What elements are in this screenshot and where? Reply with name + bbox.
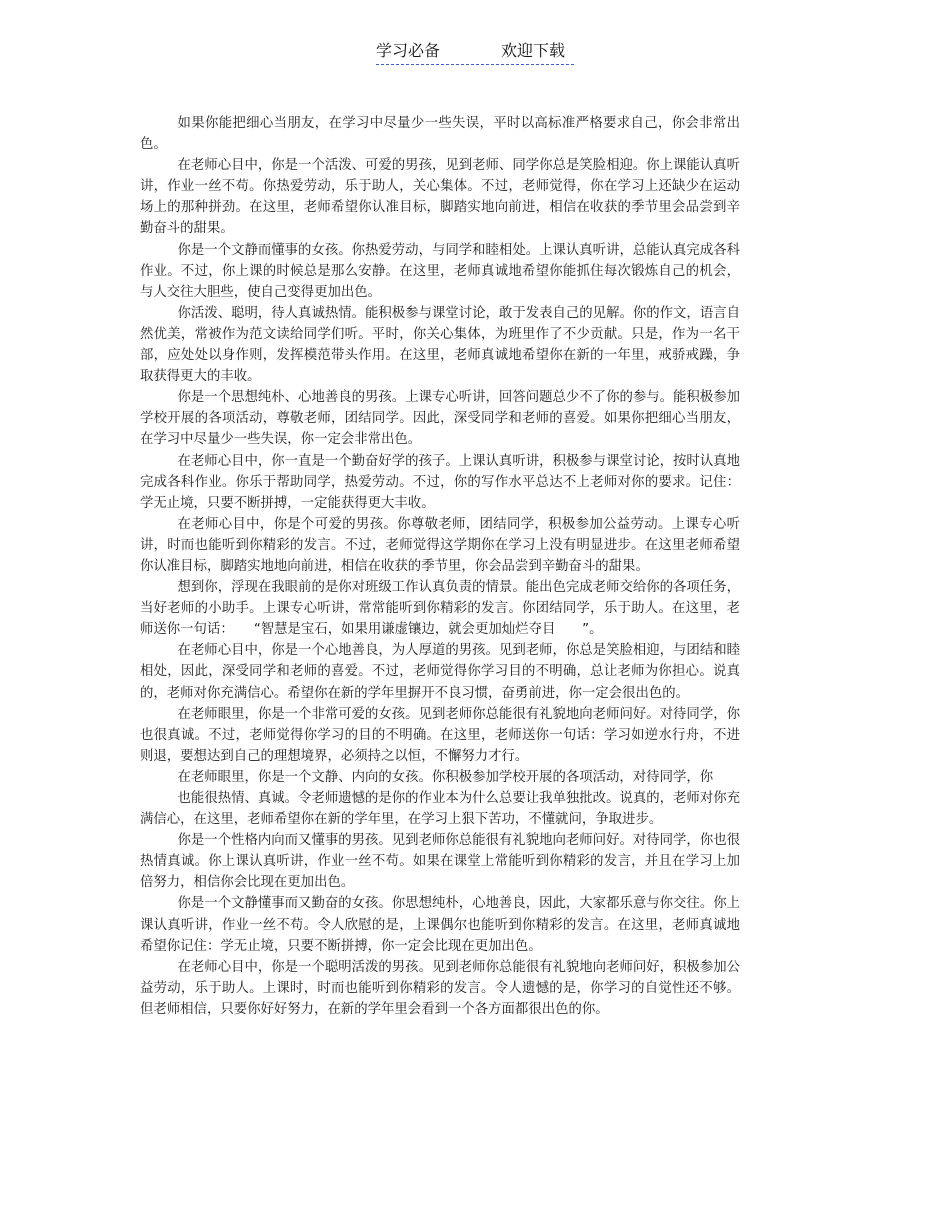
paragraph: 你是一个文静而懂事的女孩。你热爱劳动，与同学和睦相处。上课认真听讲，总能认真完成各科作业。不过，你上课的时候总是那么安静。在这里，老师真诚地希望你能抓住每次锻炼自己的机会，与人交往大胆些，使自己变得更加出色。 bbox=[140, 242, 740, 300]
paragraph: 你活泼、聪明，待人真诚热情。能积极参与课堂讨论，敢于发表自己的见解。你的作文，语言自然优美，常被作为范文读给同学们听。平时，你关心集体，为班里作了不少贡献。只是，作为一名干部，应处处以身作则，发挥模范带头作用。在这里，老师真诚地希望你在新的一年里，戒骄戒躁，争取获得更大的丰收。 bbox=[140, 305, 740, 385]
paragraph: 在老师心目中，你一直是一个勤奋好学的孩子。上课认真听讲，积极参与课堂讨论，按时认真地完成各科作业。你乐于帮助同学，热爱劳动。不过，你的写作水平总达不上老师对你的要求。记住：学无止境，只要不断拼搏，一定能获得更大丰收。 bbox=[140, 453, 740, 511]
header-left-text: 学习必备 bbox=[376, 41, 441, 60]
header-right-text: 欢迎下载 bbox=[501, 41, 566, 60]
page-header bbox=[376, 40, 574, 65]
paragraph: 你是一个文静懂事而又勤奋的女孩。你思想纯朴，心地善良，因此，大家都乐意与你交往。你上课认真听讲，作业一丝不苟。令人欣慰的是，上课偶尔也能听到你精彩的发言。在这里，老师真诚地希望你记住：学无止境，只要不断拼搏，你一定会比现在更加出色。 bbox=[140, 896, 740, 954]
paragraph: 在老师心目中，你是一个心地善良，为人厚道的男孩。见到老师，你总是笑脸相迎，与团结和睦相处，因此，深受同学和老师的喜爱。不过，老师觉得你学习目的不明确，总让老师为你担心。说真的，老师对你充满信心。希望你在新的学年里摒开不良习惯，奋勇前进，你一定会很出色的。 bbox=[140, 643, 740, 701]
paragraph: 你是一个思想纯朴、心地善良的男孩。上课专心听讲，回答问题总少不了你的参与。能积极参加学校开展的各项活动，尊敬老师，团结同学。因此，深受同学和老师的喜爱。如果你把细心当朋友，在学习中尽量少一些失误，你一定会非常出色。 bbox=[140, 390, 740, 448]
paragraph: 想到你，浮现在我眼前的是你对班级工作认真负责的情景。能出色完成老师交给你的各项任务，当好老师的小助手。上课专心听讲，常常能听到你精彩的发言。你团结同学，乐于助人。在这里，老师送你一句话： “智慧是宝石，如果用谦虚镶边，就会更加灿烂夺目 ”。 bbox=[140, 580, 740, 638]
paragraph: 在老师心目中，你是一个活泼、可爱的男孩，见到老师、同学你总是笑脸相迎。你上课能认真听讲，作业一丝不苟。你热爱劳动，乐于助人，关心集体。不过，老师觉得，你在学习上还缺少在运动场上的那种拼劲。在这里，老师希望你认准目标，脚踏实地向前进，相信在收获的季节里会品尝到辛勤奋斗的甜果。 bbox=[140, 158, 740, 237]
paragraph: 如果你能把细心当朋友，在学习中尽量少一些失误，平时以高标准严格要求自己，你会非常出色。 bbox=[140, 116, 740, 153]
document-body bbox=[140, 113, 740, 1020]
paragraph: 在老师心目中，你是一个聪明活泼的男孩。见到老师你总能很有礼貌地向老师问好，积极参加公益劳动，乐于助人。上课时，时而也能听到你精彩的发言。令人遗憾的是，你学习的自觉性还不够。但老师相信，只要你好好努力，在新的学年里会看到一个各方面都很出色的你。 bbox=[140, 959, 740, 1017]
paragraph: 也能很热情、真诚。令老师遗憾的是你的作业本为什么总要让我单独批改。说真的，老师对你充满信心，在这里，老师希望你在新的学年里，在学习上狠下苦功，不懂就问，争取进步。 bbox=[140, 791, 740, 828]
paragraph: 在老师眼里，你是一个文静、内向的女孩。你积极参加学校开展的各项活动，对待同学，你 bbox=[177, 769, 714, 785]
paragraph: 你是一个性格内向而又懂事的男孩。见到老师你总能很有礼貌地向老师问好。对待同学，你也很热情真诚。你上课认真听讲，作业一丝不苟。如果在课堂上常能听到你精彩的发言，并且在学习上加倍努力，相信你会比现在更加出色。 bbox=[140, 833, 740, 891]
paragraph: 在老师眼里，你是一个非常可爱的女孩。见到老师你总能很有礼貌地向老师问好。对待同学，你也很真诚。不过，老师觉得你学习的目的不明确。在这里，老师送你一句话：学习如逆水行舟，不进则退，要想达到自己的理想境界，必须持之以恒，不懈努力才行。 bbox=[140, 706, 740, 764]
paragraph: 在老师心目中，你是个可爱的男孩。你尊敬老师，团结同学，积极参加公益劳动。上课专心听讲，时而也能听到你精彩的发言。不过，老师觉得这学期你在学习上没有明显进步。在这里老师希望你认准目标，脚踏实地地向前进，相信在收获的季节里，你会品尝到辛勤奋斗的甜果。 bbox=[140, 516, 740, 574]
